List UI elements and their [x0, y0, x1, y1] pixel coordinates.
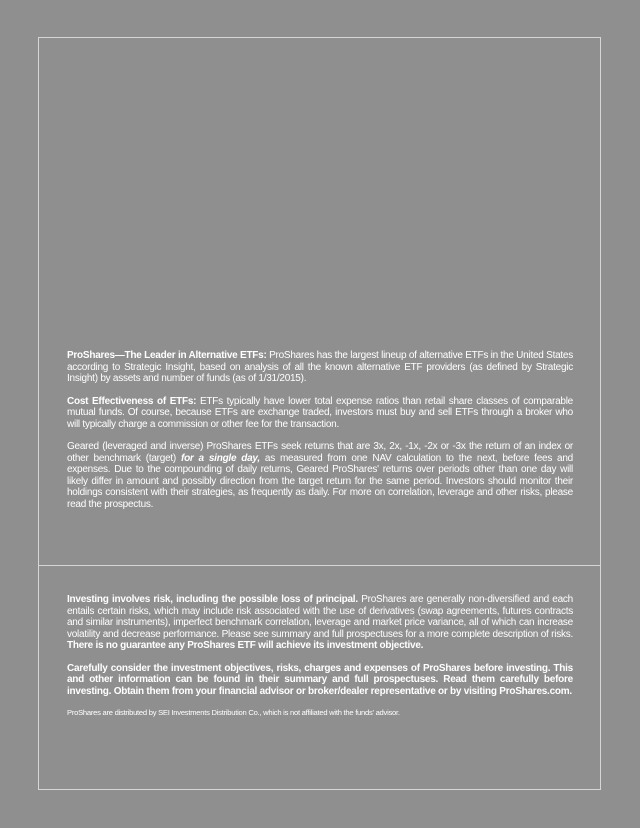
consider-paragraph: Carefully consider the investment objectives, risks, charges and expenses of ProShares before investing. This and other information can be found in their summary and full prospectuses. Read them carefully before investing. Obtain them from your financial advisor or broker/dealer representative or by visiting ProShares.com.: [67, 662, 573, 697]
leader-text: ProShares has the largest lineup of alternative ETFs in the United States according to Strategic Insight, based on analysis of all the known alternative ETF providers (as defined by Strategic Insight) by assets and number of funds (as of 1/31/2015).: [67, 350, 573, 384]
top-section: [67, 350, 573, 521]
leader-heading: ProShares—The Leader in Alternative ETFs:: [67, 350, 267, 361]
geared-text-after: as measured from one NAV calculation to the next, before fees and expenses. Due to the compounding of daily returns, Geared ProShares' returns over periods other than one day will likely differ in amount and possibly direction from the target return for the same period. Investors should monitor their holdings consistent with their strategies, as frequently as daily. For more on correlation, leverage and other risks, please read the prospectus.: [67, 452, 573, 510]
cost-paragraph: [67, 396, 573, 431]
section-divider: [38, 565, 601, 566]
cost-text: ETFs typically have lower total expense ratios than retail share classes of comparable mutual funds. Of course, because ETFs are exchange traded, investors must buy and sell ETFs through a broker who will typically charge a commission or other fee for the transaction.: [67, 395, 573, 430]
geared-paragraph: [67, 441, 573, 510]
geared-text-before: Geared (leveraged and inverse) ProShares ETFs seek returns that are 3x, 2x, -1x, -2x or -3x the return of an index or other benchmark (target): [67, 441, 573, 464]
leader-paragraph: [67, 350, 573, 385]
geared-emphasis: for a single day,: [180, 452, 260, 464]
bottom-section: [67, 594, 573, 729]
risk-heading: Investing involves risk, including the possible loss of principal.: [67, 594, 358, 605]
risk-text: ProShares are generally non-diversified and each entails certain risks, which may include risk associated with the use of derivatives (swap agreements, futures contracts and similar instruments), imperfect benchmark correlation, leverage and market price variance, all of which can increase volatility and decrease performance. Please see summary and full prospectuses for a more complete description of risks.: [67, 594, 573, 640]
distributor-footnote: ProShares are distributed by SEI Investments Distribution Co., which is not affiliated with the funds' advisor.: [67, 708, 400, 717]
risk-closing: There is no guarantee any ProShares ETF will achieve its investment objective.: [67, 640, 424, 651]
risk-paragraph: [67, 594, 573, 652]
cost-heading: Cost Effectiveness of ETFs:: [67, 395, 197, 407]
